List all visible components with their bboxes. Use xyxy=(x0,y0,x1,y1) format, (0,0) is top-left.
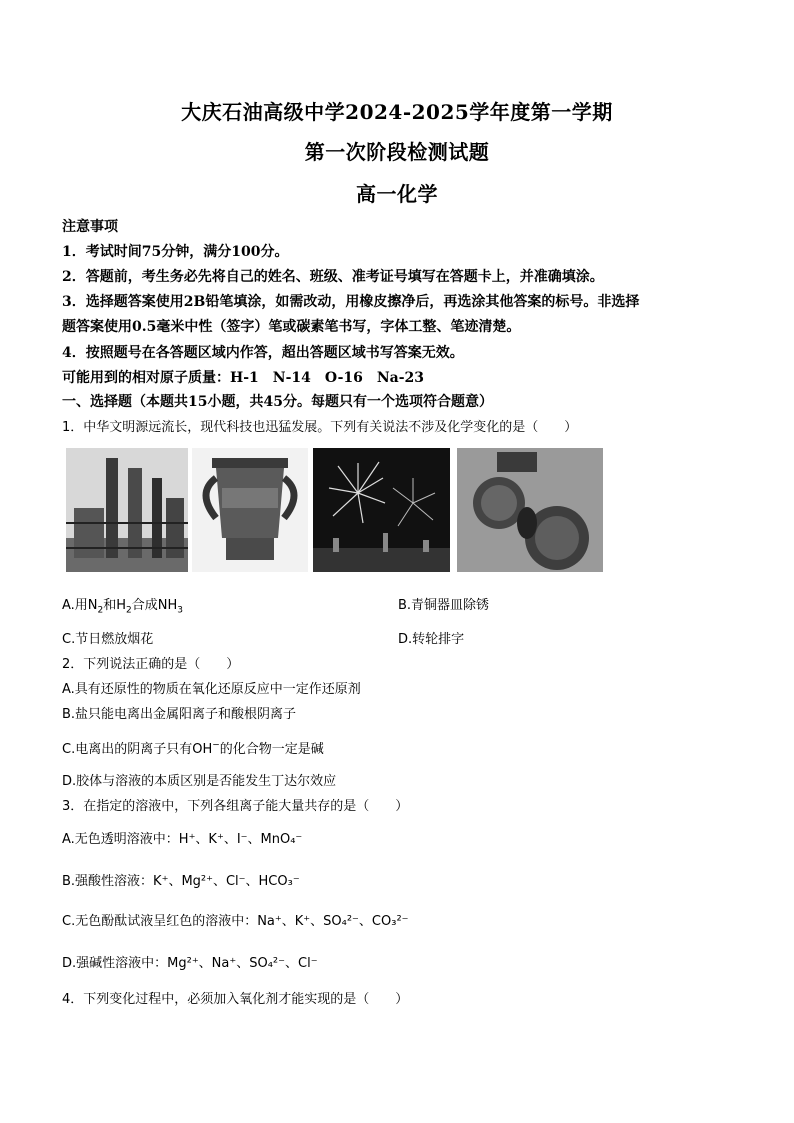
q1-photo-ammonia-plant xyxy=(66,448,188,572)
exam-title-test: 第一次阶段检测试题 xyxy=(304,140,490,164)
q1-option-b: B.青铜器皿除锈 xyxy=(398,598,490,613)
section-1-heading: 一、选择题（本题共15小题，共45分。每题只有一个选项符合题意） xyxy=(62,394,493,410)
q1-photo-fireworks xyxy=(313,448,450,572)
q2-option-b: B.盐只能电离出金属阳离子和酸根阴离子 xyxy=(62,707,297,722)
exam-title-school: 大庆石油高级中学2024-2025学年度第一学期 xyxy=(181,100,613,124)
exam-title-subject: 高一化学 xyxy=(356,182,438,206)
q1-option-c: C.节日燃放烟花 xyxy=(62,632,154,647)
q3-stem: 3．在指定的溶液中，下列各组离子能大量共存的是（ ） xyxy=(62,799,409,814)
q3-option-d: D.强碱性溶液中：Mg²⁺、Na⁺、SO₄²⁻、Cl⁻ xyxy=(62,956,318,971)
note-4: 4．按照题号在各答题区域内作答，超出答题区域书写答案无效。 xyxy=(62,345,464,361)
q1-option-d: D.转轮排字 xyxy=(398,632,465,647)
q2-option-d: D.胶体与溶液的本质区别是否能发生丁达尔效应 xyxy=(62,774,337,789)
q3-option-a: A.无色透明溶液中：H⁺、K⁺、I⁻、MnO₄⁻ xyxy=(62,832,303,847)
q1-stem: 1．中华文明源远流长，现代科技也迅猛发展。下列有关说法不涉及化学变化的是（ ） xyxy=(62,420,578,435)
note-2: 2．答题前，考生务必先将自己的姓名、班级、准考证号填写在答题卡上，并准确填涂。 xyxy=(62,269,604,285)
note-1: 1．考试时间75分钟，满分100分。 xyxy=(62,244,289,260)
q3-option-c: C.无色酚酞试液呈红色的溶液中：Na⁺、K⁺、SO₄²⁻、CO₃²⁻ xyxy=(62,914,409,929)
notes-heading: 注意事项 xyxy=(62,219,118,235)
q4-stem: 4．下列变化过程中，必须加入氧化剂才能实现的是（ ） xyxy=(62,992,409,1007)
q1-option-a: A.用$N_2$和$H_2$合成$NH_3$ xyxy=(62,598,184,616)
q3-option-b: B.强酸性溶液：K⁺、Mg²⁺、Cl⁻、HCO₃⁻ xyxy=(62,874,300,889)
atomic-masses: 可能用到的相对原子质量：H-1 N-14 O-16 Na-23 xyxy=(62,370,425,386)
note-3a: 3．选择题答案使用2B铅笔填涂，如需改动，用橡皮擦净后，再选涂其他答案的标号。非选择 xyxy=(62,294,640,310)
q2-option-c: C.电离出的阴离子只有OH−的化合物一定是碱 xyxy=(62,740,324,757)
q2-stem: 2．下列说法正确的是（ ） xyxy=(62,657,240,672)
note-3b: 题答案使用0.5毫米中性（签字）笔或碳素笔书写，字体工整、笔迹清楚。 xyxy=(62,319,521,335)
q1-photo-bronze-vessel xyxy=(192,448,308,572)
q1-photo-rotary-typesetting xyxy=(457,448,603,572)
q2-option-a: A.具有还原性的物质在氧化还原反应中一定作还原剂 xyxy=(62,682,361,697)
